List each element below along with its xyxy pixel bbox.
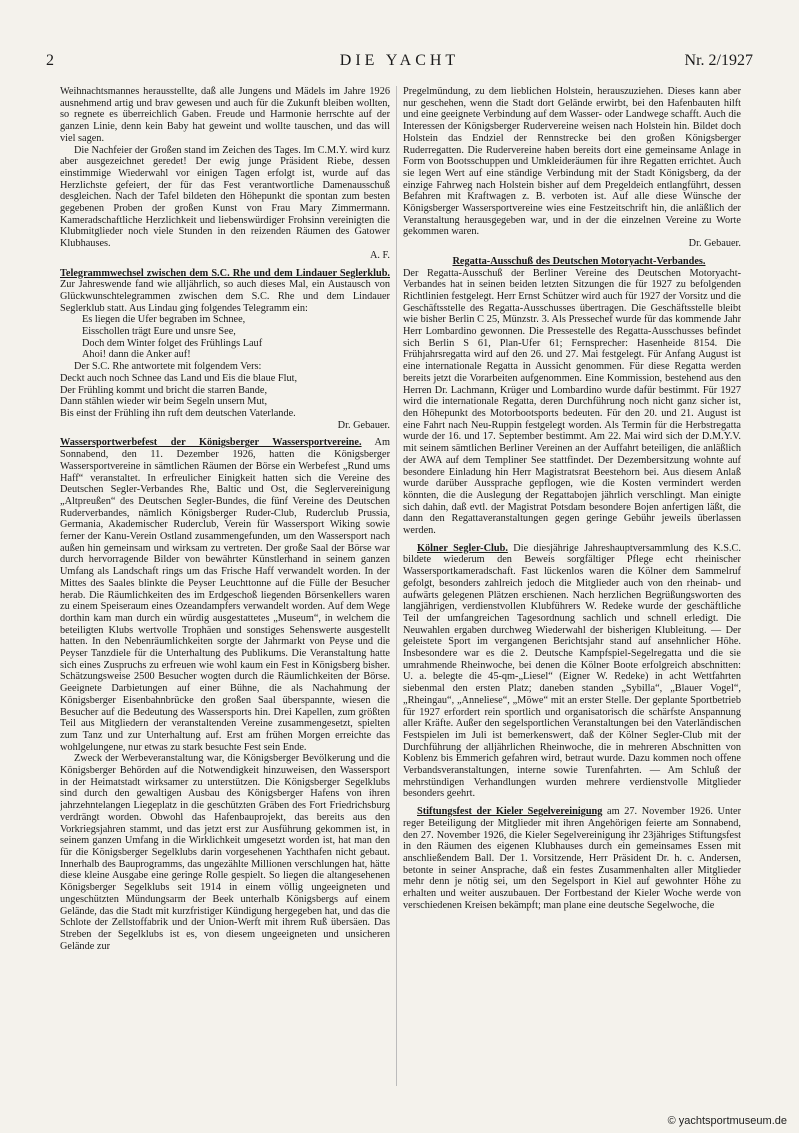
- section-heading: Telegrammwechsel zwischen dem S.C. Rhe und dem Lindauer Seglerklub.: [60, 267, 390, 279]
- page-header: [46, 52, 753, 72]
- column-divider: [396, 86, 397, 1086]
- article-continuation: Pregelmündung, zu dem lieblichen Holstein, herauszuziehen. Dieses kann aber nur geschehen, wenn die Stadt dort Gelände erwirbt, bei den Hafenbauten hilft und eine geeignete Verbindung auf dem Wasser- oder Landwege schafft. Auch die Interessen der Königsberger Rudervereine weisen nach Holstein hin. Bildet doch Holstein das Endziel der Rennstrecke bei den großen Königsberger Ruderregatten. Die Rudervereine haben bereits dort eine gemeinsame Anlage in Form von Bootsschuppen und Umkleideräumen für ihre Regatten errichtet. Auch sie legen Wert auf eine ständige Verbindung mit der Stadt Königsberg, da der einzige Fahrweg nach Holstein bisher auf dem Pregeldeich entlangführt, dessen Befahren mit Kraftwagen z. B. verboten ist. Auf alle diese Wünsche der Königsberger Wassersportvereine wies eine Festzeitschrift hin, die anläßlich der Veranstaltung herausgegeben war, und in der die einzelnen Vereine zu Worte gekommen waren.: [403, 86, 741, 238]
- section-heading: Regatta-Ausschuß des Deutschen Motoryacht-Verbandes.: [452, 255, 706, 267]
- author-signature: Dr. Gebauer.: [337, 419, 390, 431]
- paragraph-text: am 27. November 1926. Unter reger Beteiligung der Mitglieder mit ihren Angehörigen feierte am Sonnabend, den 27. November 1926, die Kieler Segelvereinigung ihr 23jähriges Stiftungsfest in den Räumen des eigenen Klubhauses durch ein gemeinsames Essen mit anschließendem Ball. Der 1. Vorsitzende, Herr Präsident Dr. h. c. Andersen, betonte in seiner Ansprache, daß ein festes Zusammenhalten aller Mitglieder mehr denn je nötig sei, um den Segelsport in Kiel auf gewohnter Höhe zu erhalten und weiter auszubauen. Der Fortbestand der Kieler Woche werde von verschiedenen Kreisen bekämpft; man plane eine deutsche Segelwoche, die: [403, 806, 741, 911]
- magazine-title: DIE YACHT: [339, 52, 460, 69]
- poem-line: Doch dem Winter folget des Frühlings Lauf: [82, 337, 263, 349]
- poem-line: Der Frühling kommt und bricht die starren Bande,: [60, 384, 268, 396]
- telegram-article: [60, 268, 390, 315]
- koeln-article: [403, 543, 741, 800]
- koenigsberg-article: [60, 437, 390, 753]
- poem-line: Dann stählen wieder wir beim Segeln unsern Mut,: [60, 396, 268, 408]
- article-continuation: Weihnachtsmannes herausstellte, daß alle Jungens und Mädels im Jahre 1926 ausnehmend artig und brav gewesen und auch für die Zukunft bleiben wollten, so regnete es überreichlich Gaben. Freude und Harmonie herrschte auf der ganzen Linie, denn kein Baby hat geweint und wollte tauschen, und das will viel sagen.: [60, 86, 390, 144]
- paragraph: Der Regatta-Ausschuß der Berliner Vereine des Deutschen Motoryacht-Verbandes hat in seinen beiden letzten Sitzungen die für 1927 zu befolgenden Richtlinien festgelegt. Herr Ernst Schützer wird auch für 1927 der Vorsitz und die Geschäftsstelle des Regatta-Ausschusses übertragen. Die Geschäftsstelle bleibt wie bisher Berlin C 25, Münzstr. 3. Als Pressechef wurde für das kommende Jahr Herr Lombardino gewonnen. Die Pressestelle des Regatta-Ausschusses befindet sich Berlin S 61, Plan-Ufer 61; Fernsprecher: Hasenheide 8154. Die Frühjahrsregatta wird auf den 26. und 27. Mai festgelegt. Für Anfang August ist eine internationale Regatta in Aussicht genommen. Für diese Regatta werden bereits jetzt die Vorarbeiten aufgenommen. Eine Kommission, bestehend aus den Herren Dr. Lachmann, Krüger und Lombardino wurde dafür bestimmt. Für 1927 wird die internationale Regatta, deren Durchführung noch nicht ganz sicher ist, den Höhepunkt des Motorbootsports bedeuten. Für den 20. und 21. August ist eine Fahrt nach Neu-Ruppin festgelegt worden. Als Termin für die Herbstregatta wurde der 16. und 17. September bestimmt. Am 22. Mai wird sich der D.M.Y.V. mit seinem sämtlichen Berliner Vereinen an der Auffahrt beteiligen, die anläßlich der AWA auf dem Templiner See stattfindet. Der Dezembersitzung wohnte auf besondere Einladung hin Herr Magistratsrat Beestehorn bei. Aus diesem Anlaß wurde darüber Aussprache gepflogen, wie die Kosten vermindert werden könnten, die die Auslegung der Regattabojen jährlich verschlingt. Man einigte sich dahin, daß evtl. der Magistrat Potsdam besondere Bojen anfertigen läßt, die dann den Regattaveranstaltungen gegen geringe Gebühr jeweils überlassen werden.: [403, 267, 741, 537]
- author-signature: A. F.: [369, 249, 390, 261]
- paragraph-text: Zur Jahreswende fand wie alljährlich, so auch dieses Mal, ein Austausch von Glückwunschtelegrammen zwischen dem S.C. Rhe und dem Lindauer Seglerklub statt. Aus Lindau ging folgendes Telegramm ein:: [60, 279, 390, 314]
- paragraph-text: Am Sonnabend, den 11. Dezember 1926, hatten die Königsberger Wassersportvereine in sämtlichen Räumen der Börse ein Werbefest „Rund ums Haff“ veranstaltet. In erfreulicher Einigkeit hatten sich die Vereine des Deutschen Segler-Verbandes Rhe, Baltic und Ost, die Seglervereinigung „Altpreußen“ des Deutschen Segler-Bundes, die fünf Vereine des Deutschen Ruderverbandes, nämlich Königsberger Ruder-Club, Ruderclub Prussia, Germania, Akademischer Ruderclub, Verein für Wassersport Wiking sowie ferner der Kanu-Verein Ostland zusammengefunden, um den Wassersport nach außen hin gemeinsam und wirksam zu vertreten. Der große Saal der Börse war durch hervorragende Bilder von bewährter Künstlerhand in seinem ganzen Umfang als Landschaft rings um das Frische Haff verwandelt worden. In der Mittes des Saales blinkte die Peyser Leuchttonne auf die Fülle der Besucher herab. Die Räumlichkeiten des im Erdgeschoß liegenden Börsenkellers waren zu einem Speiseraum eines Ozeandampfers verwandelt worden. Auf dem Wege dorthin kam man durch ein würdig ausgestattetes „Museum“, in welchem die beteiligten Klubs wertvolle Trophäen und sonstiges Sehenswerte ausgestellt hatten. In den Nebenräumlichkeiten sorgte der Jahrmarkt von Peyse und die Peyser Tanzdiele für die Unterhaltung des Publikums. Die Veranstaltung hatte sich eines Zuspruchs zu erfreuen wie wohl kaum ein Fest in Königsberg bisher. Schätzungsweise 2500 Besucher wogten durch die Räumlichkeiten der Börse. Geeignete Darbietungen auf einer Bühne, die als Nachahmung der Königsberger Eisenbahnbrücke den großen Saal überspannte, wiesen die Besucher auf die Bedeutung des Wassersports hin. Drei Kapellen, zum größten Teil aus Mitgliedern der veranstaltenden Vereine zusammengesetzt, spielten zum Tanz und zur Unterhaltung auf. Erst am frühen Morgen erreichte das wohlgelungene, nur etwas zu stark besuchte Fest sein Ende.: [60, 437, 390, 753]
- poem-line: Es liegen die Ufer begraben im Schnee,: [82, 314, 246, 326]
- poem-line: Deckt auch noch Schnee das Land und Eis die blaue Flut,: [60, 372, 298, 384]
- right-column: [403, 86, 741, 1086]
- section-heading: Wassersportwerbefest der Königsberger Wassersportvereine.: [60, 437, 362, 449]
- section-heading: Kölner Segler-Club.: [417, 542, 508, 554]
- left-column: [60, 86, 390, 1086]
- poem-line: Bis einst der Frühling ihn ruft dem deutschen Vaterlande.: [60, 407, 296, 419]
- paragraph-text: Die diesjährige Jahreshauptversammlung des K.S.C. bildete wiederum den Beweis sorgfältiger Pflege echt rheinischer Wassersportkameradschaft. Fast lückenlos waren die Kölner dem Sammelruf gefolgt, besonders zahlreich jedoch die Mitglieder auch von den rheinab- und aufwärts gelegenen Plätzen erschienen. Nach herzlichen Begrüßungsworten des langjährigen, verdienstvollen Klubführers W. Redeke wurde der geschäftliche Teil der umfangreichen Tagesordnung sachlich und schnell erledigt. Die Neuwahlen ergaben durchweg Wiederwahl der bisherigen Klubleitung. — Der geleistete Sport im vergangenen Berichtsjahr stand auf ansehnlicher Höhe. Insbesondere war es die 2. Deutsche Kampfspiel-Segelregatta und die sie umrahmende Rheinwoche, bei denen die Kölner Boote erfolgreich abschnitten: U. a. belegte die 45-qm-„Liesel“ (Eigner W. Redeke) in acht Wettfahrten siebenmal den ersten Platz; daneben standen „Sybilla“, „Blauer Vogel“, „Rheingau“, „Anneliese“, „Möwe“ mit an erster Stelle. Der geplante Sportbetrieb für 1927 erfordert rein sportlich und organisatorisch die schärfste Anspannung aller Kräfte. Außer den segelsportlichen Veranstaltungen bei den Vaterländischen Festspielen im Juli ist bemerkenswert, daß der Kölner Segler-Club mit der Durchführung der alljährlichen Rheinwoche, die in mehreren Abschnitten von Koblenz bis Emmerich gefahren wird, betraut wurde. Dazu kommen noch offene Verbandsveranstaltungen, interne sowie Turenfahrten. — Am Schluß der mehrstündigen Verhandlungen wurden mehrere verdienstvolle Mitglieder besonders geehrt.: [403, 542, 741, 800]
- watermark: © yachtsportmuseum.de: [667, 1115, 787, 1127]
- poem-line: Ahoi! dann die Anker auf!: [82, 349, 191, 361]
- issue-number: Nr. 2/1927: [684, 52, 753, 69]
- poem-line: Eisschollen trägt Eure und unsre See,: [82, 326, 236, 338]
- kiel-article: [403, 806, 741, 911]
- section-heading: Stiftungsfest der Kieler Segelvereinigung: [417, 806, 603, 818]
- author-signature: Dr. Gebauer.: [688, 238, 741, 250]
- paragraph: Zweck der Werbeveranstaltung war, die Königsberger Bevölkerung und die Königsberger Behörden auf die Notwendigkeit hinzuweisen, den Wassersport in der Heimatstadt wirksamer zu unterstützen. Die Königsberger Segelklubs sind durch den gewaltigen Ausbau des Königsberger Hafens von ihren jahrzehntelangen Liegeplatz in die geschützten Gräben des Fort Friedrichsburg verdrängt worden. Obwohl das Hafenbauprojekt, das bereits aus den Vorkriegsjahren stammt, und das jetzt erst zur Ausführung gekommen ist, in seinem ganzen Umfang in die Wirklichkeit umgesetzt worden ist, hat man den für die Königsberger Segelklubs darin vorgesehenen Yachthafen nicht gebaut. Innerhalb des Bauprogramms, das ungezählte Millionen verschlungen hat, hätte diese kleine Ausgabe eine geringe Rolle gespielt. So liegen die altangesehenen Königsberger Segelklubs seit 1914 in einem völlig ungeeigneten und ungeschützten Mündungsarm der Beek unterhalb Königsbergs auf einem Gelände, das die Stadt mit kurzfristiger Kündigung hergegeben hat, und das die Schlote der Zellstoffabrik und der Union-Werft mit ihrem Ruß übersäen. Das Streben der Segelklubs ist es, von diesem ungeeigneten und unsicheren Gelände zur: [60, 753, 390, 952]
- paragraph: Der S.C. Rhe antwortete mit folgendem Vers:: [74, 361, 262, 373]
- page-number: 2: [46, 52, 54, 69]
- paragraph: Die Nachfeier der Großen stand im Zeichen des Tages. Im C.M.Y. wird kurz aber ausgezeichnet geredet! Der ewig junge Präsident Riebe, dessen einstimmige Wiederwahl vor einigen Tagen erfolgt ist, wurde auf das Herzlichste gefeiert, der für das Fest verantwortliche Damenausschuß desgleichen. Nach der Tafel bildeten den Höhepunkt die spontan zum besten gegebenen Proben der großen Kunst von Frau Mary Zimmermann. Kameradschaftliche Herzlichkeit und liebenswürdiger Frohsinn vereinigten die Klubmitglieder noch viele Stunden in den reizenden Räumen des Gatower Klubhauses.: [60, 144, 390, 250]
